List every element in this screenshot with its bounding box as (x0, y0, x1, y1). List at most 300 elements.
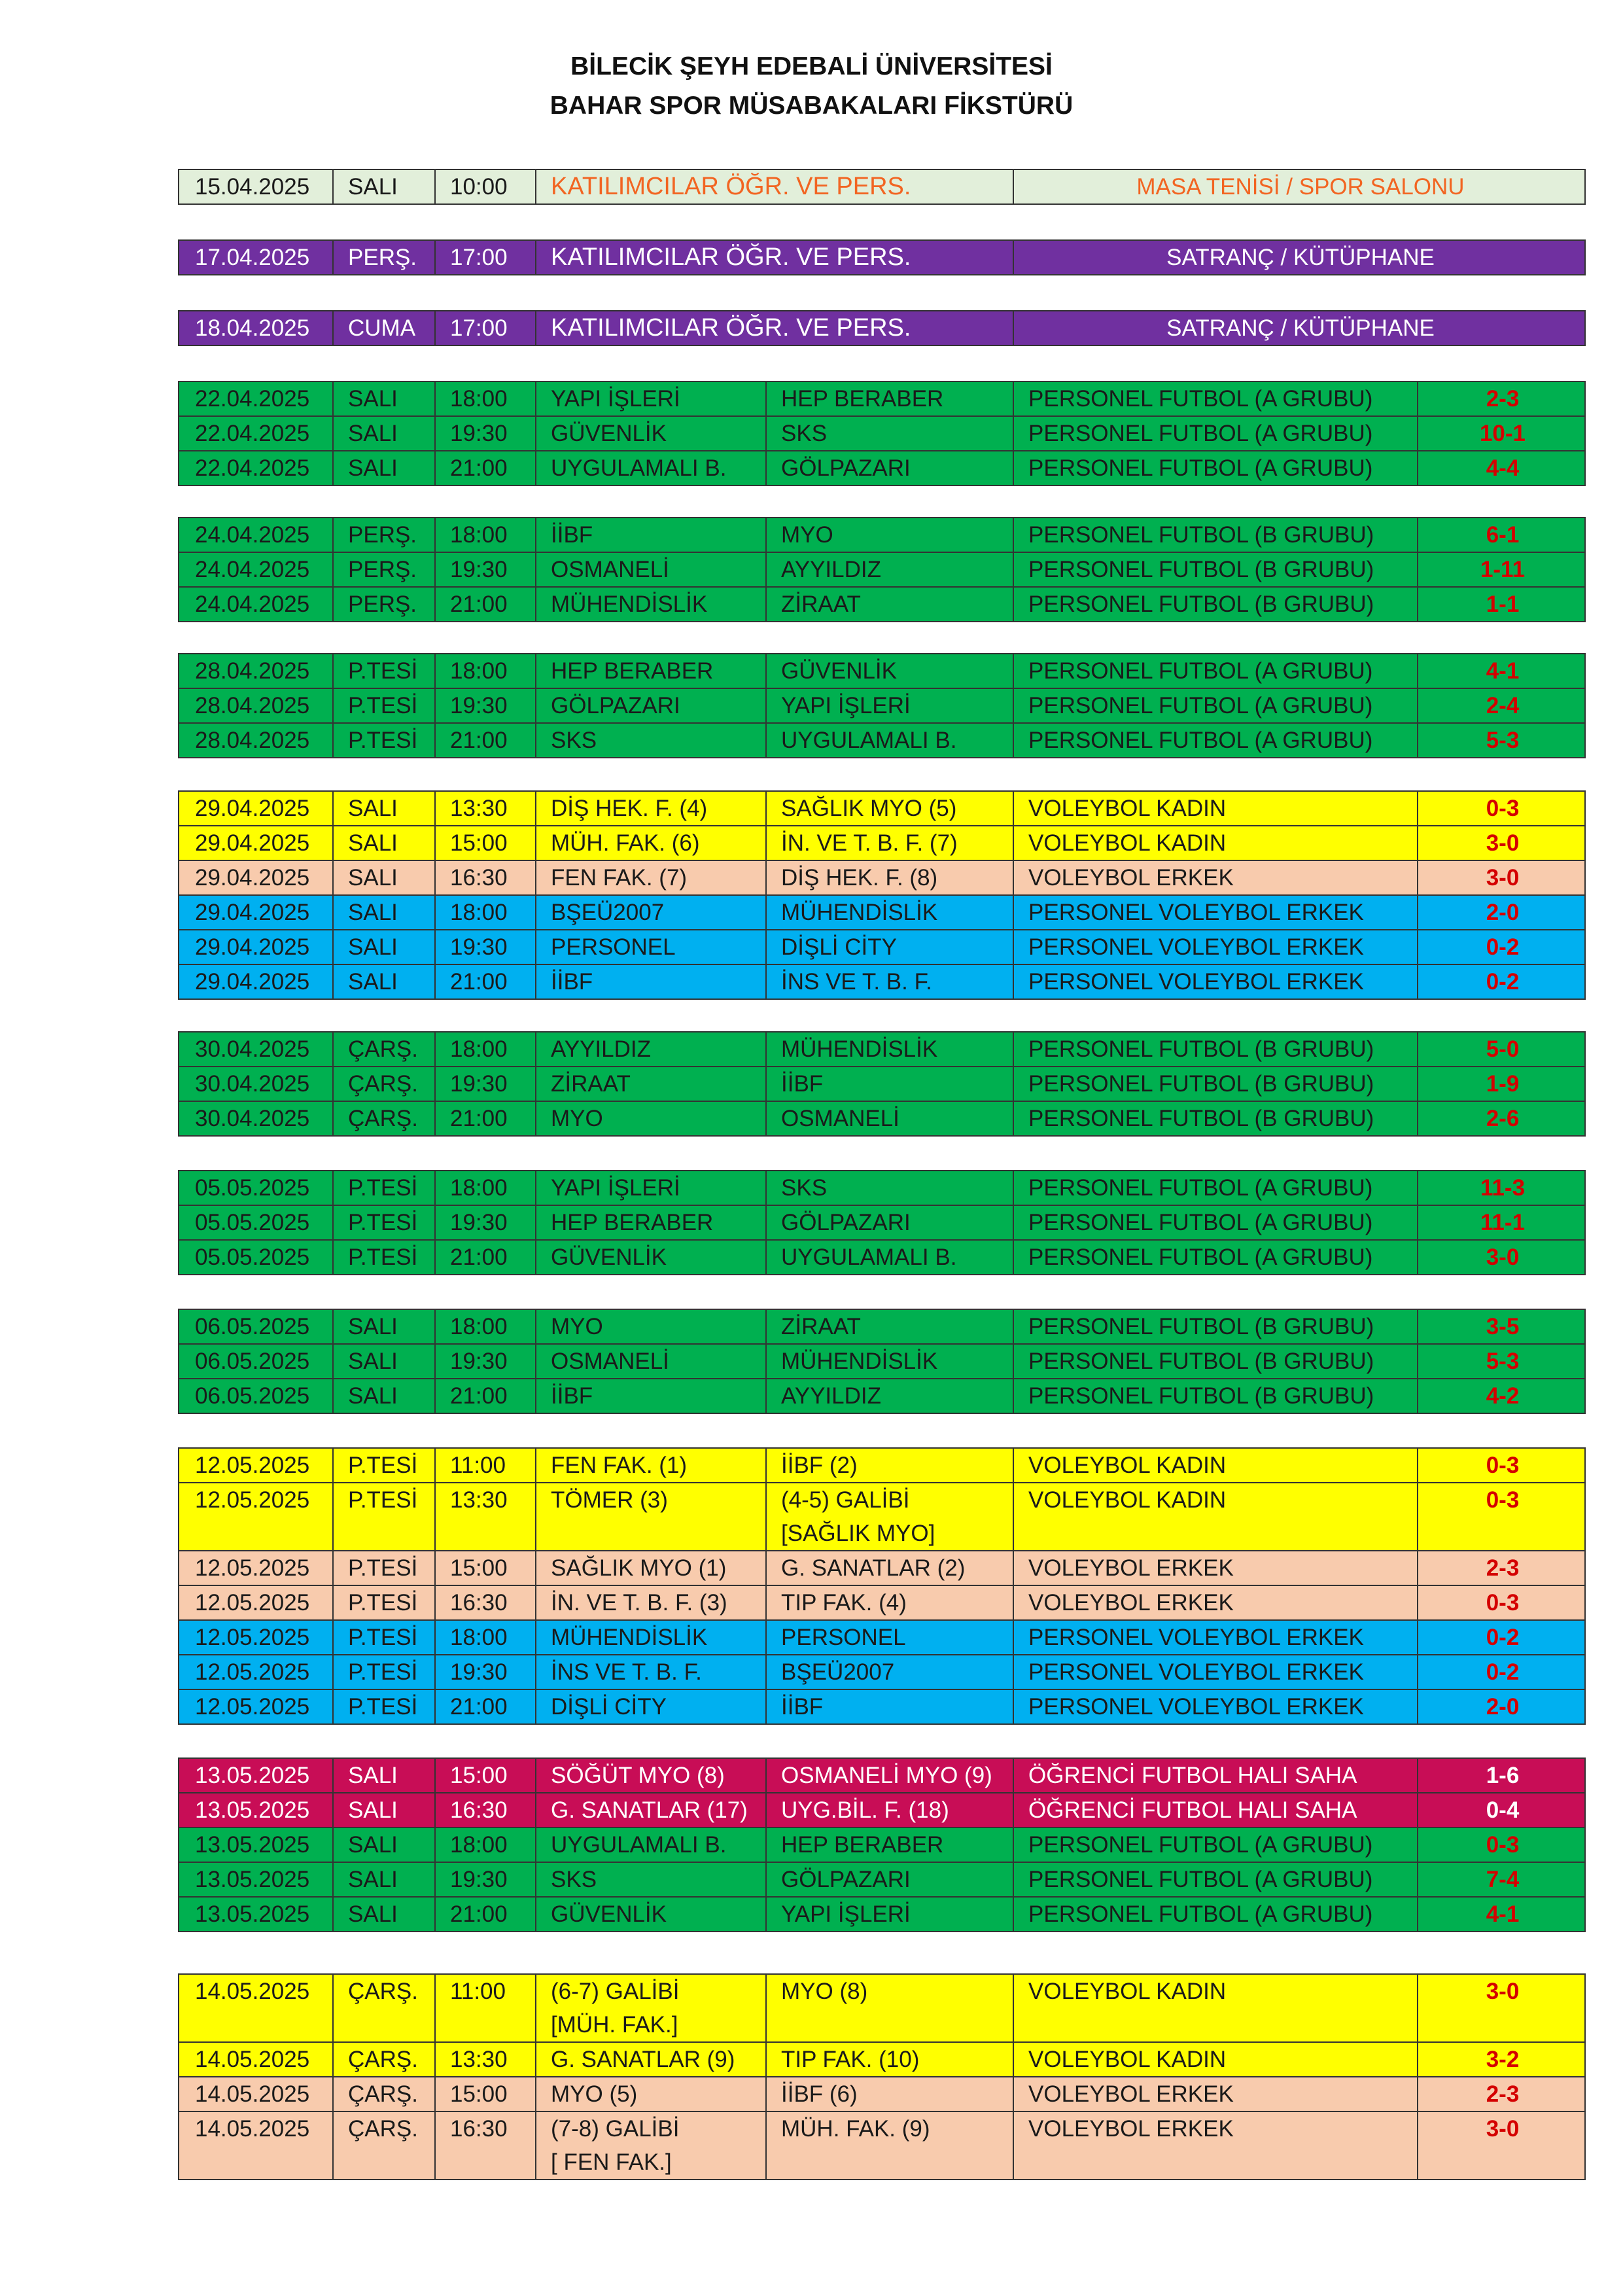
fixture-row (178, 417, 1586, 451)
fixture-row (178, 1309, 1586, 1345)
match-day: SALI (334, 1759, 436, 1792)
match-date: 22.04.2025 (179, 417, 334, 450)
team-home: İİBF (536, 1379, 767, 1413)
event-name: PERSONEL FUTBOL (B GRUBU) (1014, 1067, 1418, 1101)
event-name: ÖĞRENCİ FUTBOL HALI SAHA (1014, 1759, 1418, 1792)
team-home: HEP BERABER (536, 1206, 767, 1239)
fixture-row (178, 1483, 1586, 1551)
participants: KATILIMCILAR ÖĞR. VE PERS. (536, 241, 1014, 274)
fixture-row (178, 169, 1586, 205)
match-time: 21:00 (436, 1241, 536, 1274)
participants: KATILIMCILAR ÖĞR. VE PERS. (536, 170, 1014, 203)
match-day: SALI (334, 1793, 436, 1827)
match-date: 06.05.2025 (179, 1310, 334, 1343)
event-name: PERSONEL FUTBOL (A GRUBU) (1014, 724, 1418, 757)
match-date: 30.04.2025 (179, 1102, 334, 1135)
team-home: GÜVENLİK (536, 1898, 767, 1931)
team-away: G. SANATLAR (2) (767, 1551, 1014, 1585)
match-time: 19:30 (436, 1345, 536, 1378)
match-date: 22.04.2025 (179, 451, 334, 485)
team-away: GÜVENLİK (767, 654, 1014, 688)
event-name: PERSONEL FUTBOL (B GRUBU) (1014, 1345, 1418, 1378)
event-name: VOLEYBOL KADIN (1014, 826, 1418, 860)
team-away: AYYILDIZ (767, 1379, 1014, 1413)
event-name: MASA TENİSİ / SPOR SALONU (1136, 174, 1465, 200)
match-date: 24.04.2025 (179, 518, 334, 552)
match-time: 19:30 (436, 1863, 536, 1896)
event-name: PERSONEL FUTBOL (A GRUBU) (1014, 417, 1418, 450)
fixture-row (178, 588, 1586, 622)
match-time: 18:00 (436, 1828, 536, 1862)
match-score: 6-1 (1486, 522, 1520, 548)
event-name: VOLEYBOL KADIN (1014, 1975, 1418, 2041)
match-score: 1-9 (1486, 1071, 1520, 1097)
match-time: 10:00 (436, 170, 536, 203)
match-day: P.TESİ (334, 724, 436, 757)
match-time: 15:00 (436, 1551, 536, 1585)
match-time: 18:00 (436, 1033, 536, 1066)
match-date: 30.04.2025 (179, 1067, 334, 1101)
match-score: 4-2 (1486, 1383, 1520, 1409)
team-home: (6-7) GALİBİ [MÜH. FAK.] (536, 1975, 767, 2041)
fixture-row (178, 310, 1586, 346)
match-time: 16:30 (436, 1586, 536, 1619)
event-name: PERSONEL FUTBOL (A GRUBU) (1014, 1828, 1418, 1862)
match-date: 12.05.2025 (179, 1621, 334, 1654)
fixture-row (178, 1863, 1586, 1898)
match-score: 2-4 (1486, 693, 1520, 718)
match-day: P.TESİ (334, 1655, 436, 1689)
team-home: MYO (5) (536, 2077, 767, 2111)
match-score: 2-0 (1486, 1694, 1520, 1720)
match-time: 16:30 (436, 861, 536, 894)
match-day: SALI (334, 1379, 436, 1413)
match-score: 3-2 (1486, 2047, 1520, 2072)
match-day: P.TESİ (334, 1449, 436, 1482)
team-away: ZİRAAT (767, 1310, 1014, 1343)
match-date: 13.05.2025 (179, 1759, 334, 1792)
match-time: 21:00 (436, 724, 536, 757)
team-home: FEN FAK. (7) (536, 861, 767, 894)
match-score: 2-3 (1486, 1555, 1520, 1581)
team-away: MYO (8) (767, 1975, 1014, 2041)
event-name: VOLEYBOL ERKEK (1014, 861, 1418, 894)
team-away: DİŞ HEK. F. (8) (767, 861, 1014, 894)
event-name: PERSONEL FUTBOL (B GRUBU) (1014, 1310, 1418, 1343)
match-day: SALI (334, 170, 436, 203)
match-score: 3-0 (1486, 865, 1520, 891)
team-home: İN. VE T. B. F. (3) (536, 1586, 767, 1619)
match-date: 24.04.2025 (179, 588, 334, 621)
fixture-row (178, 724, 1586, 758)
match-score: 0-3 (1486, 796, 1520, 821)
match-date: 13.05.2025 (179, 1863, 334, 1896)
match-date: 28.04.2025 (179, 689, 334, 722)
match-day: P.TESİ (334, 1171, 436, 1205)
event-name: VOLEYBOL ERKEK (1014, 1551, 1418, 1585)
match-score: 0-3 (1486, 1590, 1520, 1616)
match-time: 21:00 (436, 451, 536, 485)
match-time: 11:00 (436, 1975, 536, 2041)
team-home: MYO (536, 1102, 767, 1135)
team-away: İİBF (2) (767, 1449, 1014, 1482)
team-home: G. SANATLAR (17) (536, 1793, 767, 1827)
team-home-note: [MÜH. FAK.] (551, 2012, 678, 2038)
event-name: PERSONEL FUTBOL (B GRUBU) (1014, 1102, 1418, 1135)
team-away: UYG.BİL. F. (18) (767, 1793, 1014, 1827)
match-date: 29.04.2025 (179, 826, 334, 860)
document-subtitle: BAHAR SPOR MÜSABAKALARI FİKSTÜRÜ (550, 92, 1073, 120)
match-score: 4-4 (1486, 455, 1520, 481)
fixture-row (178, 517, 1586, 553)
team-home: YAPI İŞLERİ (536, 382, 767, 415)
fixture-group (178, 1973, 1586, 2180)
team-home: AYYILDIZ (536, 1033, 767, 1066)
match-time: 19:30 (436, 930, 536, 964)
match-time: 19:30 (436, 1067, 536, 1101)
team-away: İNS VE T. B. F. (767, 965, 1014, 998)
event-name: PERSONEL VOLEYBOL ERKEK (1014, 896, 1418, 929)
match-day: P.TESİ (334, 1690, 436, 1723)
event-name: PERSONEL VOLEYBOL ERKEK (1014, 930, 1418, 964)
match-score: 5-3 (1486, 728, 1520, 753)
match-time: 18:00 (436, 382, 536, 415)
match-score: 2-0 (1486, 900, 1520, 925)
team-home: GÖLPAZARI (536, 689, 767, 722)
match-date: 05.05.2025 (179, 1206, 334, 1239)
match-date: 14.05.2025 (179, 2112, 334, 2179)
team-home: İNS VE T. B. F. (536, 1655, 767, 1689)
match-time: 19:30 (436, 553, 536, 586)
fixture-row (178, 1757, 1586, 1793)
team-away: İN. VE T. B. F. (7) (767, 826, 1014, 860)
fixture-row (178, 1170, 1586, 1206)
event-name: VOLEYBOL ERKEK (1014, 1586, 1418, 1619)
team-home: ZİRAAT (536, 1067, 767, 1101)
fixture-row (178, 239, 1586, 275)
team-away: İİBF (767, 1690, 1014, 1723)
match-score: 7-4 (1486, 1867, 1520, 1892)
team-away: (4-5) GALİBİ [SAĞLIK MYO] (767, 1483, 1014, 1550)
team-away: MYO (767, 518, 1014, 552)
match-date: 14.05.2025 (179, 2077, 334, 2111)
fixture-group (178, 790, 1586, 1000)
match-date: 14.05.2025 (179, 2043, 334, 2076)
match-date: 24.04.2025 (179, 553, 334, 586)
team-home: DİŞ HEK. F. (4) (536, 792, 767, 825)
fixture-row (178, 451, 1586, 486)
team-home: OSMANELİ (536, 553, 767, 586)
fixture-row (178, 861, 1586, 896)
fixture-row (178, 1379, 1586, 1414)
match-day: SALI (334, 896, 436, 929)
team-away: UYGULAMALI B. (767, 724, 1014, 757)
event-name: PERSONEL FUTBOL (B GRUBU) (1014, 1379, 1418, 1413)
match-day: SALI (334, 382, 436, 415)
team-home: G. SANATLAR (9) (536, 2043, 767, 2076)
event-name: PERSONEL FUTBOL (A GRUBU) (1014, 1206, 1418, 1239)
match-day: ÇARŞ. (334, 1067, 436, 1101)
document-title: BİLECİK ŞEYH EDEBALİ ÜNİVERSİTESİ (570, 52, 1053, 80)
event-name: VOLEYBOL ERKEK (1014, 2077, 1418, 2111)
fixture-row (178, 790, 1586, 826)
match-time: 21:00 (436, 1898, 536, 1931)
match-score: 0-2 (1486, 934, 1520, 960)
match-time: 21:00 (436, 1690, 536, 1723)
match-date: 17.04.2025 (179, 241, 334, 274)
fixture-group (178, 169, 1586, 205)
event-name: VOLEYBOL KADIN (1014, 1449, 1418, 1482)
team-away: BŞEÜ2007 (767, 1655, 1014, 1689)
match-date: 29.04.2025 (179, 896, 334, 929)
match-day: P.TESİ (334, 1241, 436, 1274)
team-away: DİŞLİ CİTY (767, 930, 1014, 964)
team-home: GÜVENLİK (536, 417, 767, 450)
match-day: P.TESİ (334, 1206, 436, 1239)
event-name: PERSONEL FUTBOL (A GRUBU) (1014, 1171, 1418, 1205)
event-name: PERSONEL FUTBOL (A GRUBU) (1014, 654, 1418, 688)
match-date: 29.04.2025 (179, 861, 334, 894)
match-date: 12.05.2025 (179, 1449, 334, 1482)
team-away: PERSONEL (767, 1621, 1014, 1654)
match-score: 0-4 (1486, 1797, 1520, 1823)
team-home: (7-8) GALİBİ [ FEN FAK.] (536, 2112, 767, 2179)
match-day: SALI (334, 861, 436, 894)
match-score: 4-1 (1486, 1901, 1520, 1927)
team-home: SKS (536, 1863, 767, 1896)
match-time: 17:00 (436, 311, 536, 345)
match-score: 5-3 (1486, 1349, 1520, 1374)
fixture-row (178, 381, 1586, 417)
match-day: SALI (334, 1345, 436, 1378)
event-name: PERSONEL FUTBOL (A GRUBU) (1014, 1898, 1418, 1931)
team-home: PERSONEL (536, 930, 767, 964)
fixture-row (178, 553, 1586, 588)
event-name: PERSONEL FUTBOL (A GRUBU) (1014, 451, 1418, 485)
team-away: MÜHENDİSLİK (767, 1033, 1014, 1066)
event-name: PERSONEL FUTBOL (A GRUBU) (1014, 1863, 1418, 1896)
match-time: 16:30 (436, 2112, 536, 2179)
match-day: PERŞ. (334, 588, 436, 621)
fixture-row (178, 2112, 1586, 2180)
fixture-row (178, 1102, 1586, 1137)
match-time: 13:30 (436, 2043, 536, 2076)
fixture-row (178, 965, 1586, 1000)
fixture-row (178, 1206, 1586, 1241)
team-home: UYGULAMALI B. (536, 451, 767, 485)
event-name: PERSONEL VOLEYBOL ERKEK (1014, 1655, 1418, 1689)
team-home: SÖĞÜT MYO (8) (536, 1759, 767, 1792)
match-date: 14.05.2025 (179, 1975, 334, 2041)
match-time: 19:30 (436, 689, 536, 722)
match-date: 30.04.2025 (179, 1033, 334, 1066)
match-score: 0-2 (1486, 1625, 1520, 1650)
team-away: GÖLPAZARI (767, 1206, 1014, 1239)
match-score: 0-3 (1486, 1832, 1520, 1858)
match-time: 18:00 (436, 1621, 536, 1654)
match-day: ÇARŞ. (334, 1033, 436, 1066)
match-score: 10-1 (1479, 421, 1526, 446)
team-away: HEP BERABER (767, 1828, 1014, 1862)
fixture-row (178, 1067, 1586, 1102)
match-day: SALI (334, 1828, 436, 1862)
match-day: PERŞ. (334, 518, 436, 552)
event-name: PERSONEL VOLEYBOL ERKEK (1014, 1621, 1418, 1654)
match-day: SALI (334, 1898, 436, 1931)
match-time: 17:00 (436, 241, 536, 274)
team-away: SKS (767, 417, 1014, 450)
fixture-row (178, 1345, 1586, 1379)
match-time: 11:00 (436, 1449, 536, 1482)
team-home: İİBF (536, 518, 767, 552)
match-day: P.TESİ (334, 1483, 436, 1550)
team-away: SAĞLIK MYO (5) (767, 792, 1014, 825)
team-away: YAPI İŞLERİ (767, 689, 1014, 722)
event-name: PERSONEL FUTBOL (B GRUBU) (1014, 588, 1418, 621)
team-home: YAPI İŞLERİ (536, 1171, 767, 1205)
team-away: ZİRAAT (767, 588, 1014, 621)
match-date: 12.05.2025 (179, 1551, 334, 1585)
fixture-row (178, 1898, 1586, 1932)
match-time: 18:00 (436, 1310, 536, 1343)
match-day: PERŞ. (334, 553, 436, 586)
match-day: SALI (334, 930, 436, 964)
team-home: OSMANELİ (536, 1345, 767, 1378)
match-date: 15.04.2025 (179, 170, 334, 203)
match-date: 05.05.2025 (179, 1241, 334, 1274)
event-name: VOLEYBOL KADIN (1014, 1483, 1418, 1550)
match-score: 0-3 (1486, 1453, 1520, 1478)
match-score: 1-1 (1486, 592, 1520, 617)
fixture-group (178, 653, 1586, 758)
fixture-group (178, 1757, 1586, 1932)
fixture-group (178, 1309, 1586, 1414)
event-name: PERSONEL FUTBOL (B GRUBU) (1014, 1033, 1418, 1066)
match-time: 21:00 (436, 588, 536, 621)
match-day: ÇARŞ. (334, 1102, 436, 1135)
match-date: 29.04.2025 (179, 965, 334, 998)
match-score: 3-5 (1486, 1314, 1520, 1339)
fixture-row (178, 1447, 1586, 1483)
event-name: SATRANÇ / KÜTÜPHANE (1166, 315, 1435, 341)
fixture-group (178, 381, 1586, 486)
match-day: P.TESİ (334, 1586, 436, 1619)
team-home: MÜHENDİSLİK (536, 1621, 767, 1654)
fixture-row (178, 896, 1586, 930)
team-away: TIP FAK. (4) (767, 1586, 1014, 1619)
event-name: PERSONEL FUTBOL (A GRUBU) (1014, 689, 1418, 722)
match-date: 12.05.2025 (179, 1690, 334, 1723)
match-day: ÇARŞ. (334, 2112, 436, 2179)
match-day: SALI (334, 965, 436, 998)
match-day: P.TESİ (334, 1621, 436, 1654)
match-score: 0-2 (1486, 969, 1520, 995)
team-home: GÜVENLİK (536, 1241, 767, 1274)
event-name: PERSONEL VOLEYBOL ERKEK (1014, 965, 1418, 998)
event-name: PERSONEL FUTBOL (A GRUBU) (1014, 1241, 1418, 1274)
match-score: 3-0 (1486, 1245, 1520, 1270)
match-day: CUMA (334, 311, 436, 345)
match-day: SALI (334, 417, 436, 450)
fixture-row (178, 1655, 1586, 1690)
fixture-row (178, 1241, 1586, 1275)
match-time: 13:30 (436, 1483, 536, 1550)
match-date: 06.05.2025 (179, 1345, 334, 1378)
fixture-group (178, 517, 1586, 622)
match-score: 1-6 (1486, 1763, 1520, 1788)
fixture-row (178, 653, 1586, 689)
match-day: SALI (334, 792, 436, 825)
event-name: PERSONEL FUTBOL (B GRUBU) (1014, 518, 1418, 552)
team-away: AYYILDIZ (767, 553, 1014, 586)
team-away: İİBF (6) (767, 2077, 1014, 2111)
team-away-note: [SAĞLIK MYO] (781, 1521, 935, 1546)
fixture-row (178, 930, 1586, 965)
match-time: 19:30 (436, 1655, 536, 1689)
event-name: PERSONEL VOLEYBOL ERKEK (1014, 1690, 1418, 1723)
match-score: 0-2 (1486, 1659, 1520, 1685)
event-name: VOLEYBOL KADIN (1014, 2043, 1418, 2076)
match-time: 21:00 (436, 1379, 536, 1413)
match-day: P.TESİ (334, 654, 436, 688)
match-time: 19:30 (436, 1206, 536, 1239)
event-name: PERSONEL FUTBOL (A GRUBU) (1014, 382, 1418, 415)
team-home: SAĞLIK MYO (1) (536, 1551, 767, 1585)
match-date: 28.04.2025 (179, 654, 334, 688)
match-day: PERŞ. (334, 241, 436, 274)
team-home: İİBF (536, 965, 767, 998)
match-score: 3-0 (1486, 1979, 1520, 2004)
match-score: 3-0 (1486, 2116, 1520, 2142)
fixture-row (178, 1621, 1586, 1655)
match-date: 13.05.2025 (179, 1828, 334, 1862)
match-day: ÇARŞ. (334, 1975, 436, 2041)
match-score: 2-3 (1486, 2081, 1520, 2107)
match-time: 15:00 (436, 2077, 536, 2111)
event-name: SATRANÇ / KÜTÜPHANE (1166, 245, 1435, 270)
team-away: TIP FAK. (10) (767, 2043, 1014, 2076)
match-day: SALI (334, 451, 436, 485)
fixture-group (178, 1170, 1586, 1275)
match-date: 12.05.2025 (179, 1483, 334, 1550)
fixture-row (178, 1793, 1586, 1828)
fixture-row (178, 826, 1586, 861)
team-home: SKS (536, 724, 767, 757)
team-home: HEP BERABER (536, 654, 767, 688)
team-home: TÖMER (3) (536, 1483, 767, 1550)
event-name: VOLEYBOL ERKEK (1014, 2112, 1418, 2179)
team-away: SKS (767, 1171, 1014, 1205)
team-home: BŞEÜ2007 (536, 896, 767, 929)
match-date: 06.05.2025 (179, 1379, 334, 1413)
match-day: P.TESİ (334, 689, 436, 722)
fixture-row (178, 1551, 1586, 1586)
match-date: 29.04.2025 (179, 792, 334, 825)
match-date: 29.04.2025 (179, 930, 334, 964)
match-time: 18:00 (436, 654, 536, 688)
team-away: GÖLPAZARI (767, 451, 1014, 485)
fixture-group (178, 1031, 1586, 1137)
team-home: FEN FAK. (1) (536, 1449, 767, 1482)
match-date: 13.05.2025 (179, 1793, 334, 1827)
fixture-row (178, 1828, 1586, 1863)
match-time: 15:00 (436, 1759, 536, 1792)
match-date: 22.04.2025 (179, 382, 334, 415)
team-away: MÜHENDİSLİK (767, 896, 1014, 929)
team-home: MÜH. FAK. (6) (536, 826, 767, 860)
match-score: 11-1 (1480, 1210, 1526, 1235)
match-score: 5-0 (1486, 1036, 1520, 1062)
